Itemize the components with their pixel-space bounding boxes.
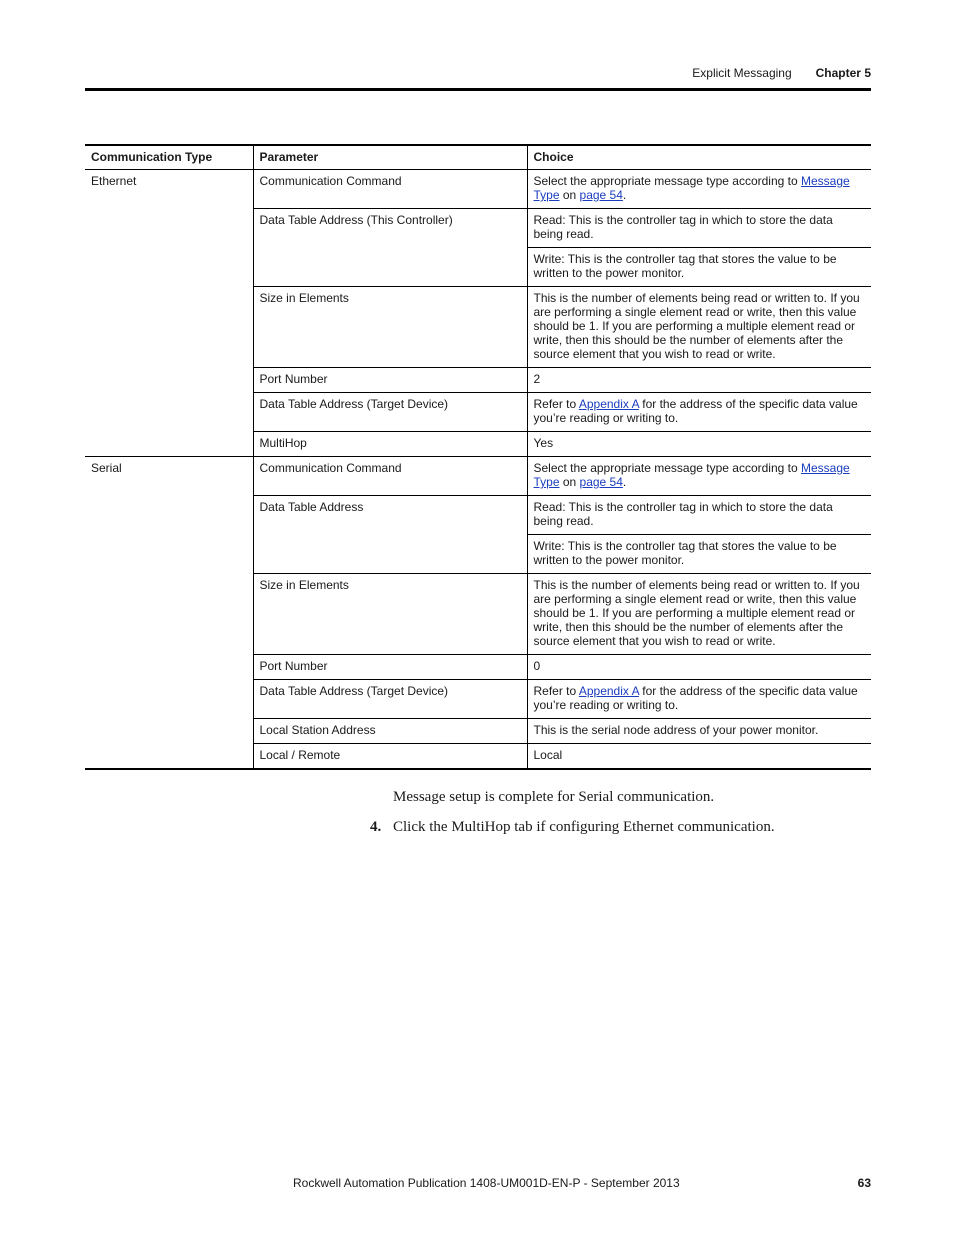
choice-cell: Select the appropriate message type according to Message Type on page 54.: [527, 170, 871, 209]
header-section-title: Explicit Messaging: [692, 66, 792, 80]
appendix-a-link[interactable]: Appendix A: [578, 684, 639, 698]
parameter-cell: Data Table Address (This Controller): [253, 209, 527, 287]
message-parameters-table: [85, 144, 871, 770]
choice-cell: This is the number of elements being read or written to. If you are performing a single element read or write, then this value should be 1. If you are performing a multiple element read or write, then this should be the number of elements after the source element that you wish to read or write.: [527, 287, 871, 368]
parameter-cell: MultiHop: [253, 432, 527, 457]
header-rule: [85, 88, 871, 91]
table-row: [85, 170, 871, 209]
choice-cell: This is the serial node address of your power monitor.: [527, 719, 871, 744]
parameter-cell: Data Table Address: [253, 496, 527, 574]
choice-cell: Refer to Appendix A for the address of the specific data value you’re reading or writing to.: [527, 393, 871, 432]
table-row: [85, 457, 871, 496]
publication-footer: Rockwell Automation Publication 1408-UM001D-EN-P - September 2013: [293, 1176, 680, 1190]
step-number: 4.: [370, 819, 382, 835]
running-header: [692, 66, 871, 80]
choice-cell: Refer to Appendix A for the address of the specific data value you’re reading or writing to.: [527, 680, 871, 719]
communication-type-cell: Ethernet: [91, 174, 137, 188]
parameter-cell: Local Station Address: [253, 719, 527, 744]
appendix-a-link[interactable]: Appendix A: [578, 397, 639, 411]
header-chapter: Chapter 5: [815, 66, 871, 80]
page-54-link[interactable]: page 54: [579, 188, 623, 202]
choice-cell: Select the appropriate message type according to Message Type on page 54.: [527, 457, 871, 496]
page-54-link[interactable]: page 54: [579, 475, 623, 489]
parameter-cell: Port Number: [253, 368, 527, 393]
parameter-cell: Data Table Address (Target Device): [253, 680, 527, 719]
choice-cell: Write: This is the controller tag that stores the value to be written to the power monitor.: [527, 535, 871, 574]
page-number: 63: [857, 1176, 871, 1190]
column-header: Parameter: [253, 145, 527, 170]
choice-cell: Read: This is the controller tag in which to store the data being read.: [527, 209, 871, 248]
parameter-cell: Size in Elements: [253, 287, 527, 368]
communication-type-cell: Serial: [85, 457, 253, 770]
parameter-cell: Size in Elements: [253, 574, 527, 655]
choice-cell: 2: [527, 368, 871, 393]
column-header: Choice: [527, 145, 871, 170]
completion-note: Message setup is complete for Serial communication.: [393, 789, 715, 805]
choice-cell: 0: [527, 655, 871, 680]
parameter-cell: Port Number: [253, 655, 527, 680]
table-header-row: [85, 145, 871, 170]
parameter-cell: Local / Remote: [253, 744, 527, 770]
parameter-cell: Communication Command: [253, 457, 527, 496]
parameter-cell: Communication Command: [253, 170, 527, 209]
choice-cell: Yes: [527, 432, 871, 457]
choice-cell: Local: [527, 744, 871, 770]
parameter-cell: Data Table Address (Target Device): [253, 393, 527, 432]
message-type-link[interactable]: Message Type: [533, 461, 850, 489]
choice-cell: This is the number of elements being read or written to. If you are performing a single element read or write, then this value should be 1. If you are performing a multiple element read or write, then this should be the number of elements after the source element that you wish to read or write.: [527, 574, 871, 655]
choice-cell: Write: This is the controller tag that stores the value to be written to the power monitor.: [527, 248, 871, 287]
choice-cell: Read: This is the controller tag in which to store the data being read.: [527, 496, 871, 535]
column-header: Communication Type: [85, 145, 253, 170]
message-type-link[interactable]: Message Type: [533, 174, 850, 202]
step-text: Click the MultiHop tab if configuring Ethernet communication.: [393, 819, 775, 835]
